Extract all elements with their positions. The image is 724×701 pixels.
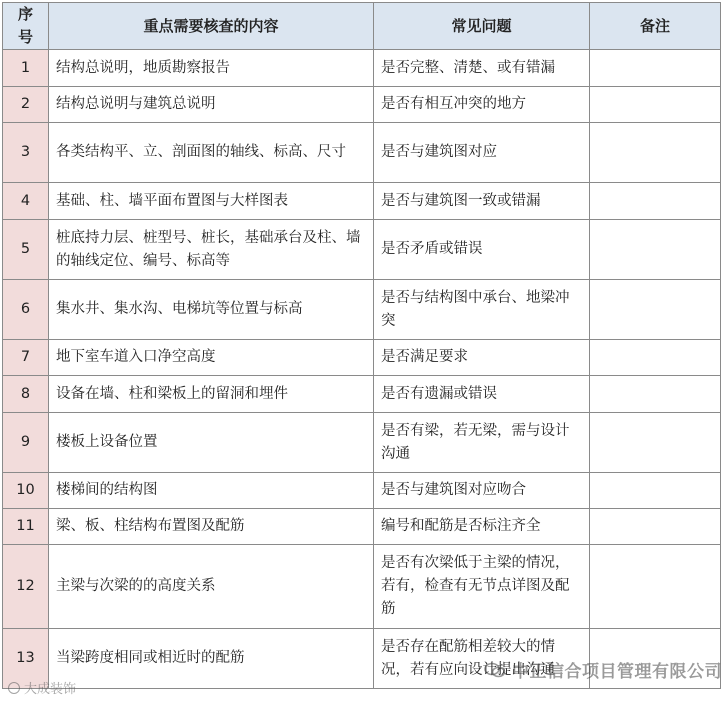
row-issue: 是否满足要求 <box>374 340 590 376</box>
watermark-logo-icon <box>8 682 20 694</box>
row-number: 10 <box>3 473 49 509</box>
row-content: 楼梯间的结构图 <box>49 473 374 509</box>
row-number: 11 <box>3 509 49 545</box>
row-note <box>590 50 721 87</box>
table-row <box>3 509 721 545</box>
row-number: 13 <box>3 629 49 689</box>
row-number: 1 <box>3 50 49 87</box>
row-content: 结构总说明与建筑总说明 <box>49 87 374 123</box>
row-note <box>590 280 721 340</box>
table-row <box>3 183 721 220</box>
row-issue: 编号和配筋是否标注齐全 <box>374 509 590 545</box>
header-content: 重点需要核查的内容 <box>49 3 374 50</box>
row-content: 结构总说明，地质勘察报告 <box>49 50 374 87</box>
row-note <box>590 87 721 123</box>
inspection-table <box>2 2 721 689</box>
watermark-right-text: 中正信合项目管理有限公司 <box>512 662 722 682</box>
row-content: 设备在墙、柱和梁板上的留洞和埋件 <box>49 376 374 413</box>
row-note <box>590 220 721 280</box>
table-row <box>3 413 721 473</box>
row-number: 7 <box>3 340 49 376</box>
row-note <box>590 413 721 473</box>
table-row <box>3 545 721 629</box>
row-note <box>590 183 721 220</box>
row-issue: 是否存在配筋相差较大的情况，若有应向设计提出沟通 <box>374 629 590 689</box>
row-issue: 是否有相互冲突的地方 <box>374 87 590 123</box>
row-issue: 是否与建筑图对应 <box>374 123 590 183</box>
row-note <box>590 473 721 509</box>
row-content: 集水井、集水沟、电梯坑等位置与标高 <box>49 280 374 340</box>
row-number: 2 <box>3 87 49 123</box>
watermark-left-text: 大成装饰 <box>24 682 77 697</box>
row-issue: 是否矛盾或错误 <box>374 220 590 280</box>
table-row <box>3 87 721 123</box>
row-issue: 是否有梁，若无梁，需与设计沟通 <box>374 413 590 473</box>
table-row <box>3 473 721 509</box>
table-row <box>3 340 721 376</box>
row-number: 6 <box>3 280 49 340</box>
watermark-left <box>8 678 76 697</box>
watermark-right <box>484 657 722 682</box>
row-number: 9 <box>3 413 49 473</box>
row-note <box>590 376 721 413</box>
row-content: 桩底持力层、桩型号、桩长，基础承台及柱、墙的轴线定位、编号、标高等 <box>49 220 374 280</box>
row-issue: 是否与建筑图一致或错漏 <box>374 183 590 220</box>
row-content: 地下室车道入口净空高度 <box>49 340 374 376</box>
table-row <box>3 220 721 280</box>
row-content: 基础、柱、墙平面布置图与大样图表 <box>49 183 374 220</box>
table-row <box>3 376 721 413</box>
row-issue: 是否完整、清楚、或有错漏 <box>374 50 590 87</box>
row-number: 8 <box>3 376 49 413</box>
row-content: 当梁跨度相同或相近时的配筋 <box>49 629 374 689</box>
row-number: 4 <box>3 183 49 220</box>
row-note <box>590 545 721 629</box>
row-content: 楼板上设备位置 <box>49 413 374 473</box>
row-number: 12 <box>3 545 49 629</box>
row-issue: 是否有遗漏或错误 <box>374 376 590 413</box>
table-row <box>3 123 721 183</box>
row-issue: 是否有次梁低于主梁的情况，若有，检查有无节点详图及配筋 <box>374 545 590 629</box>
row-number: 3 <box>3 123 49 183</box>
table-row <box>3 280 721 340</box>
table-row <box>3 50 721 87</box>
header-issue: 常见问题 <box>374 3 590 50</box>
row-content: 各类结构平、立、剖面图的轴线、标高、尺寸 <box>49 123 374 183</box>
row-issue: 是否与建筑图对应吻合 <box>374 473 590 509</box>
row-number: 5 <box>3 220 49 280</box>
row-note <box>590 509 721 545</box>
row-note <box>590 123 721 183</box>
header-row <box>3 3 721 50</box>
row-issue: 是否与结构图中承台、地梁冲突 <box>374 280 590 340</box>
row-note <box>590 340 721 376</box>
row-content: 主梁与次梁的的高度关系 <box>49 545 374 629</box>
header-note: 备注 <box>590 3 721 50</box>
row-content: 梁、板、柱结构布置图及配筋 <box>49 509 374 545</box>
wechat-icon <box>484 662 506 678</box>
header-seq: 序 号 <box>3 3 49 50</box>
